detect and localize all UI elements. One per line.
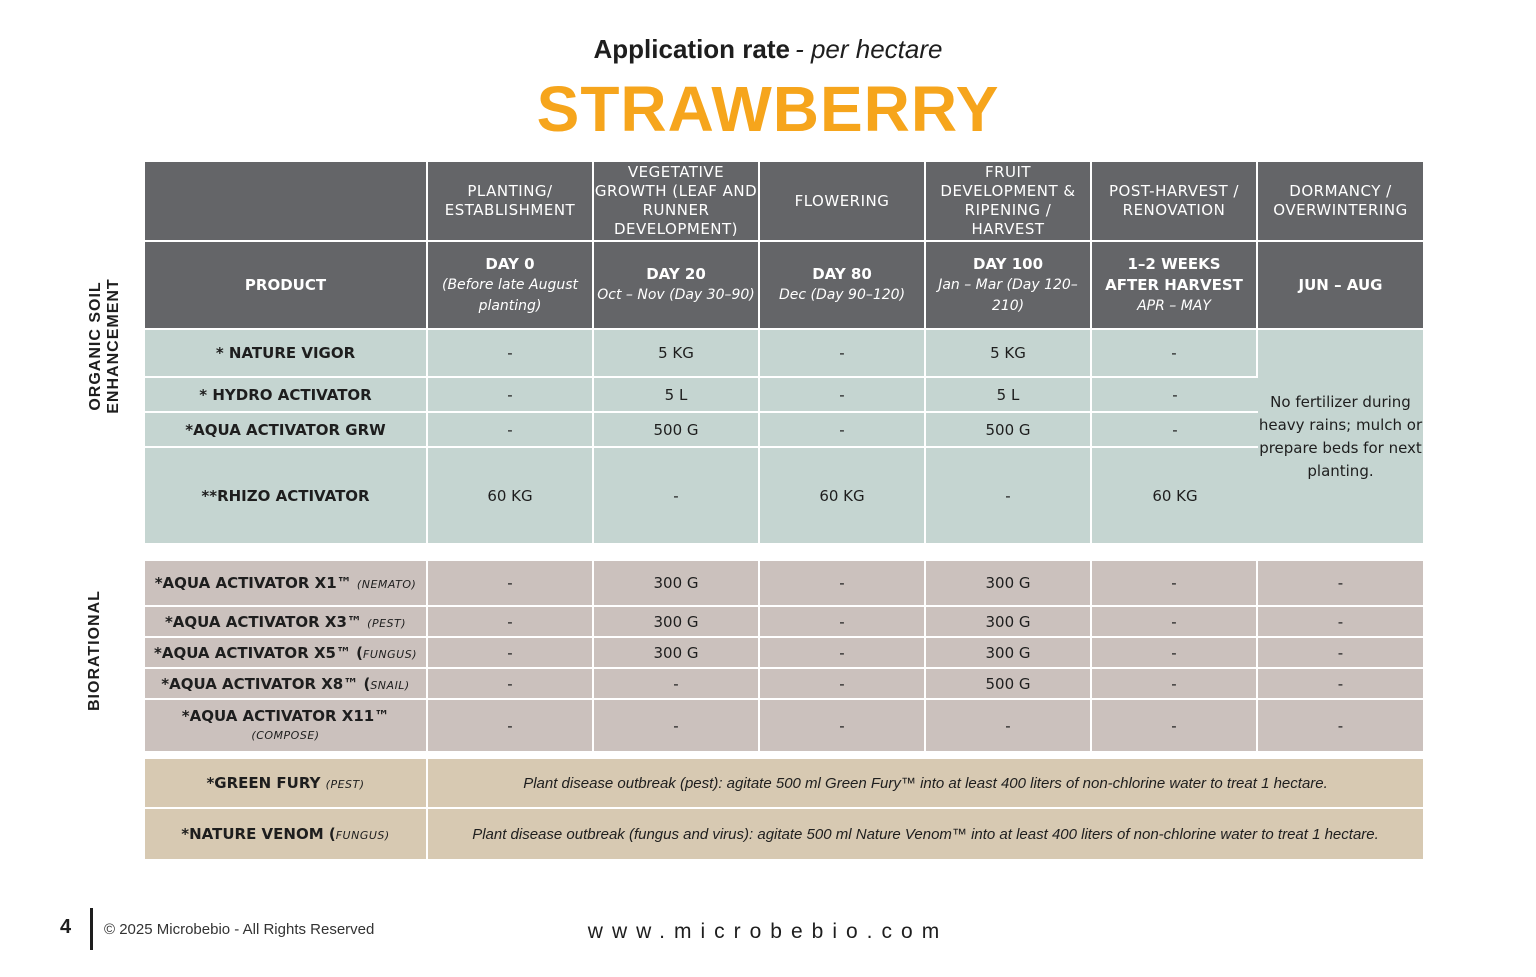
day-sub: APR – MAY bbox=[1137, 297, 1211, 314]
rate-cell: - bbox=[594, 448, 760, 543]
product-tag: FUNGUS) bbox=[363, 647, 418, 661]
table-row bbox=[145, 759, 1423, 809]
usage-description: Plant disease outbreak (fungus and virus): agitate 500 ml Nature Venom™ into at least 400 liters of non-chlorine water to treat 1 hectare. bbox=[428, 809, 1423, 859]
day-col-2 bbox=[760, 242, 926, 330]
rate-cell: - bbox=[1092, 378, 1258, 413]
product-name-text: *AQUA ACTIVATOR X1™ bbox=[154, 574, 352, 592]
rate-cell: - bbox=[1258, 638, 1423, 669]
day-label: DAY 80 bbox=[812, 265, 872, 283]
product-name bbox=[145, 809, 428, 859]
rate-cell: - bbox=[428, 638, 594, 669]
day-col-4 bbox=[1092, 242, 1258, 330]
table-row bbox=[145, 448, 1423, 543]
stage-post-harvest: POST-HARVEST / RENOVATION bbox=[1092, 162, 1258, 242]
product-name bbox=[145, 561, 428, 607]
gap-cell bbox=[145, 751, 1423, 759]
page-heading bbox=[0, 34, 1536, 65]
day-sub: Oct – Nov (Day 30–90) bbox=[597, 287, 755, 303]
rate-cell: 60 KG bbox=[760, 448, 926, 543]
product-name bbox=[145, 700, 428, 751]
section-organic-text: ORGANIC SOIL ENHANCEMENT bbox=[87, 278, 122, 414]
rate-cell: 300 G bbox=[594, 561, 760, 607]
rate-cell: 300 G bbox=[926, 561, 1092, 607]
rate-cell: 500 G bbox=[926, 413, 1092, 448]
product-name: **RHIZO ACTIVATOR bbox=[145, 448, 428, 543]
application-table bbox=[145, 162, 1423, 859]
product-name bbox=[145, 669, 428, 700]
rate-cell: 300 G bbox=[594, 638, 760, 669]
dormancy-note: No fertilizer during heavy rains; mulch or prepare beds for next planting. bbox=[1258, 330, 1423, 543]
product-name-text: *NATURE VENOM ( bbox=[181, 825, 336, 843]
product-tag: FUNGUS) bbox=[335, 829, 390, 842]
website-link[interactable]: www.microbebio.com bbox=[587, 920, 949, 943]
product-tag: SNAIL) bbox=[370, 678, 410, 692]
stage-fruit: FRUIT DEVELOPMENT & RIPENING / HARVEST bbox=[926, 162, 1092, 242]
gap-cell bbox=[145, 543, 1423, 561]
rate-cell: - bbox=[428, 330, 594, 378]
product-name bbox=[145, 759, 428, 809]
title-application-rate: Application rate bbox=[593, 34, 790, 64]
rate-cell: - bbox=[1258, 561, 1423, 607]
title-per-hectare: - per hectare bbox=[795, 34, 943, 64]
rate-cell: - bbox=[428, 700, 594, 751]
table-row bbox=[145, 561, 1423, 607]
stage-blank bbox=[145, 162, 428, 242]
rate-cell: - bbox=[926, 700, 1092, 751]
section-gap bbox=[145, 543, 1423, 561]
product-tag: (COMPOSE) bbox=[251, 728, 320, 742]
rate-cell: - bbox=[428, 669, 594, 700]
stage-dormancy: DORMANCY / OVERWINTERING bbox=[1258, 162, 1423, 242]
rate-cell: 500 G bbox=[594, 413, 760, 448]
rate-cell: 60 KG bbox=[1092, 448, 1258, 543]
rate-cell: 5 KG bbox=[594, 330, 760, 378]
table-row bbox=[145, 669, 1423, 700]
product-name-text: *GREEN FURY bbox=[206, 774, 321, 792]
product-tag: (PEST) bbox=[325, 778, 365, 791]
rate-cell: - bbox=[760, 561, 926, 607]
rate-cell: 60 KG bbox=[428, 448, 594, 543]
day-label: 1–2 WEEKS AFTER HARVEST bbox=[1105, 254, 1243, 294]
rate-cell: - bbox=[1092, 607, 1258, 638]
rate-cell: - bbox=[1092, 669, 1258, 700]
rate-cell: - bbox=[1092, 561, 1258, 607]
day-sub: Jan – Mar (Day 120–210) bbox=[938, 276, 1078, 314]
product-name-text: *AQUA ACTIVATOR X8™ ( bbox=[161, 674, 371, 693]
table-row bbox=[145, 700, 1423, 751]
rate-cell: - bbox=[1258, 700, 1423, 751]
section-label-biorational: BIORATIONAL bbox=[86, 590, 103, 711]
page-number: 4 bbox=[60, 916, 72, 938]
day-sub: (Before late August planting) bbox=[441, 276, 578, 314]
product-name-text: *AQUA ACTIVATOR X3™ bbox=[164, 612, 362, 631]
rate-cell: - bbox=[1258, 669, 1423, 700]
product-name bbox=[145, 607, 428, 638]
rate-cell: - bbox=[926, 448, 1092, 543]
product-tag: (NEMATO) bbox=[356, 578, 417, 591]
rate-cell: 300 G bbox=[926, 607, 1092, 638]
usage-description: Plant disease outbreak (pest): agitate 500 ml Green Fury™ into at least 400 liters of non-chlorine water to treat 1 hectare. bbox=[428, 759, 1423, 809]
section-label-organic bbox=[87, 271, 123, 421]
stage-vegetative: VEGETATIVE GROWTH (LEAF AND RUNNER DEVELOPMENT) bbox=[594, 162, 760, 242]
rate-cell: - bbox=[1092, 700, 1258, 751]
rate-cell: - bbox=[1092, 638, 1258, 669]
day-label: JUN – AUG bbox=[1298, 275, 1383, 294]
rate-cell: 5 KG bbox=[926, 330, 1092, 378]
table-row bbox=[145, 378, 1423, 413]
rate-cell: - bbox=[594, 700, 760, 751]
rate-cell: - bbox=[760, 669, 926, 700]
table-row bbox=[145, 607, 1423, 638]
table-row bbox=[145, 413, 1423, 448]
rate-cell: - bbox=[428, 561, 594, 607]
product-name-text: *AQUA ACTIVATOR X11™ bbox=[181, 706, 390, 725]
rate-cell: 5 L bbox=[594, 378, 760, 413]
day-col-0 bbox=[428, 242, 594, 330]
rate-cell: - bbox=[428, 378, 594, 413]
stage-header-row bbox=[145, 162, 1423, 242]
table-row bbox=[145, 330, 1423, 378]
product-tag: (PEST) bbox=[367, 616, 407, 630]
rate-cell: - bbox=[1092, 413, 1258, 448]
rate-cell: - bbox=[760, 700, 926, 751]
rate-cell: - bbox=[760, 330, 926, 378]
day-col-1 bbox=[594, 242, 760, 330]
day-label: DAY 20 bbox=[646, 265, 706, 283]
rate-cell: - bbox=[760, 378, 926, 413]
day-col-5 bbox=[1258, 242, 1423, 330]
product-name: * HYDRO ACTIVATOR bbox=[145, 378, 428, 413]
product-header bbox=[145, 242, 428, 330]
rate-cell: - bbox=[428, 607, 594, 638]
rate-cell: 500 G bbox=[926, 669, 1092, 700]
stage-planting: PLANTING/ ESTABLISHMENT bbox=[428, 162, 594, 242]
copyright-text: © 2025 Microbebio - All Rights Reserved bbox=[104, 921, 375, 938]
day-sub: Dec (Day 90–120) bbox=[778, 287, 906, 303]
rate-cell: - bbox=[760, 638, 926, 669]
rate-cell: - bbox=[1258, 607, 1423, 638]
product-header-label: PRODUCT bbox=[244, 275, 327, 294]
crop-title: STRAWBERRY bbox=[536, 73, 1000, 145]
product-name: * NATURE VIGOR bbox=[145, 330, 428, 378]
day-label: DAY 100 bbox=[972, 254, 1044, 273]
product-name: *AQUA ACTIVATOR GRW bbox=[145, 413, 428, 448]
day-label: DAY 0 bbox=[485, 254, 535, 273]
rate-cell: 300 G bbox=[926, 638, 1092, 669]
rate-cell: - bbox=[428, 413, 594, 448]
rate-cell: - bbox=[760, 607, 926, 638]
table-row bbox=[145, 638, 1423, 669]
day-col-3 bbox=[926, 242, 1092, 330]
day-header-row bbox=[145, 242, 1423, 330]
rate-cell: 300 G bbox=[594, 607, 760, 638]
product-name bbox=[145, 638, 428, 669]
rate-cell: - bbox=[760, 413, 926, 448]
rate-cell: - bbox=[594, 669, 760, 700]
stage-flowering: FLOWERING bbox=[760, 162, 926, 242]
rate-cell: - bbox=[1092, 330, 1258, 378]
rate-cell: 5 L bbox=[926, 378, 1092, 413]
table-row bbox=[145, 809, 1423, 859]
product-name-text: *AQUA ACTIVATOR X5™ ( bbox=[153, 643, 364, 662]
section-gap bbox=[145, 751, 1423, 759]
